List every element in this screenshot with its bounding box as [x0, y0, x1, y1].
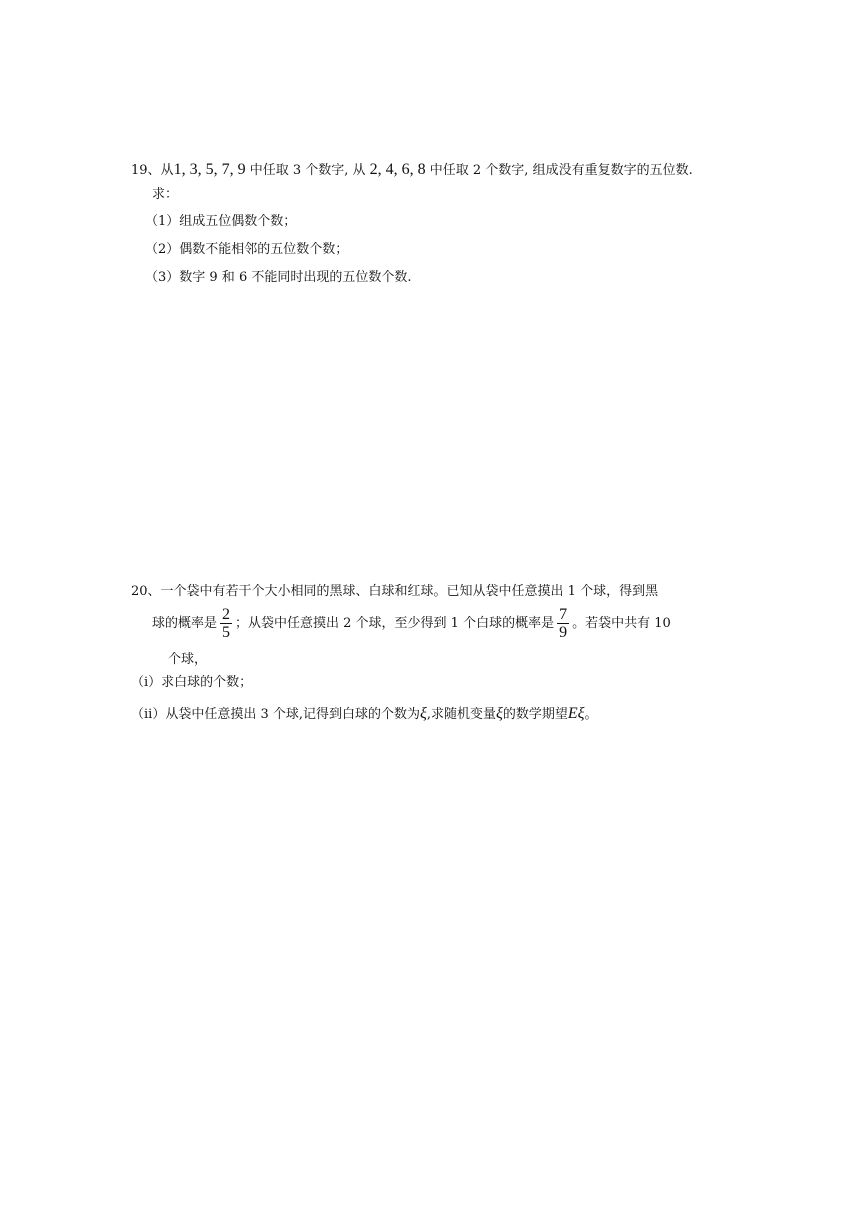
q20-line3: 个球， [168, 652, 208, 667]
q20-line2-b: ；从袋中任意摸出 2 个球，至少得到 1 个白球的概率是 [235, 616, 555, 631]
fraction-denominator: 5 [222, 624, 231, 641]
q20-line2-a: 球的概率是 [152, 616, 218, 631]
q19-part-3: （3）数字 9 和 6 不能同时出现的五位数个数. [145, 270, 412, 285]
q19-part-1: （1）组成五位偶数个数； [145, 214, 297, 229]
xi-symbol: ξ [495, 705, 503, 722]
q19-take2: 中任取 2 个数字, 组成没有重复数字的五位数. [425, 163, 693, 178]
q19-even-digits: 2, 4, 6, 8 [369, 161, 426, 178]
q20-line1 [131, 582, 658, 602]
q20-line2 [152, 604, 671, 644]
q20-line1-text: 一个袋中有若干个大小相同的黑球、白球和红球。已知从袋中任意摸出 1 个球，得到黑 [160, 584, 659, 599]
q19-number: 19、 [131, 163, 161, 178]
fraction-seven-ninths [557, 606, 569, 641]
q20-part-ii [131, 704, 598, 725]
expectation-symbol: Eξ [567, 705, 585, 722]
fraction-numerator: 2 [222, 606, 231, 623]
fraction-denominator: 9 [559, 624, 568, 641]
q19-part-2: （2）偶数不能相邻的五位数个数； [145, 242, 349, 257]
q20-part-ii-b: ,求随机变量 [426, 707, 496, 722]
q19-ask: 求： [152, 187, 179, 202]
q19-line1 [131, 160, 693, 181]
xi-symbol: ξ [419, 705, 427, 722]
q20-line2-c: 。若袋中共有 10 [572, 616, 671, 631]
q19-from: 从 [160, 163, 174, 178]
q20-part-ii-a: （ii）从袋中任意摸出 3 个球,记得到白球的个数为 [131, 707, 420, 722]
q20-part-ii-d: 。 [584, 707, 598, 722]
q20-part-i: （i）求白球的个数； [131, 675, 253, 690]
q20-number: 20、 [131, 584, 161, 599]
fraction-numerator: 7 [559, 606, 568, 623]
q20-part-ii-c: 的数学期望 [502, 707, 568, 722]
q19-take3: 中任取 3 个数字, 从 [245, 163, 370, 178]
q19-odd-digits: 1, 3, 5, 7, 9 [173, 161, 246, 178]
fraction-two-fifths [220, 606, 232, 641]
